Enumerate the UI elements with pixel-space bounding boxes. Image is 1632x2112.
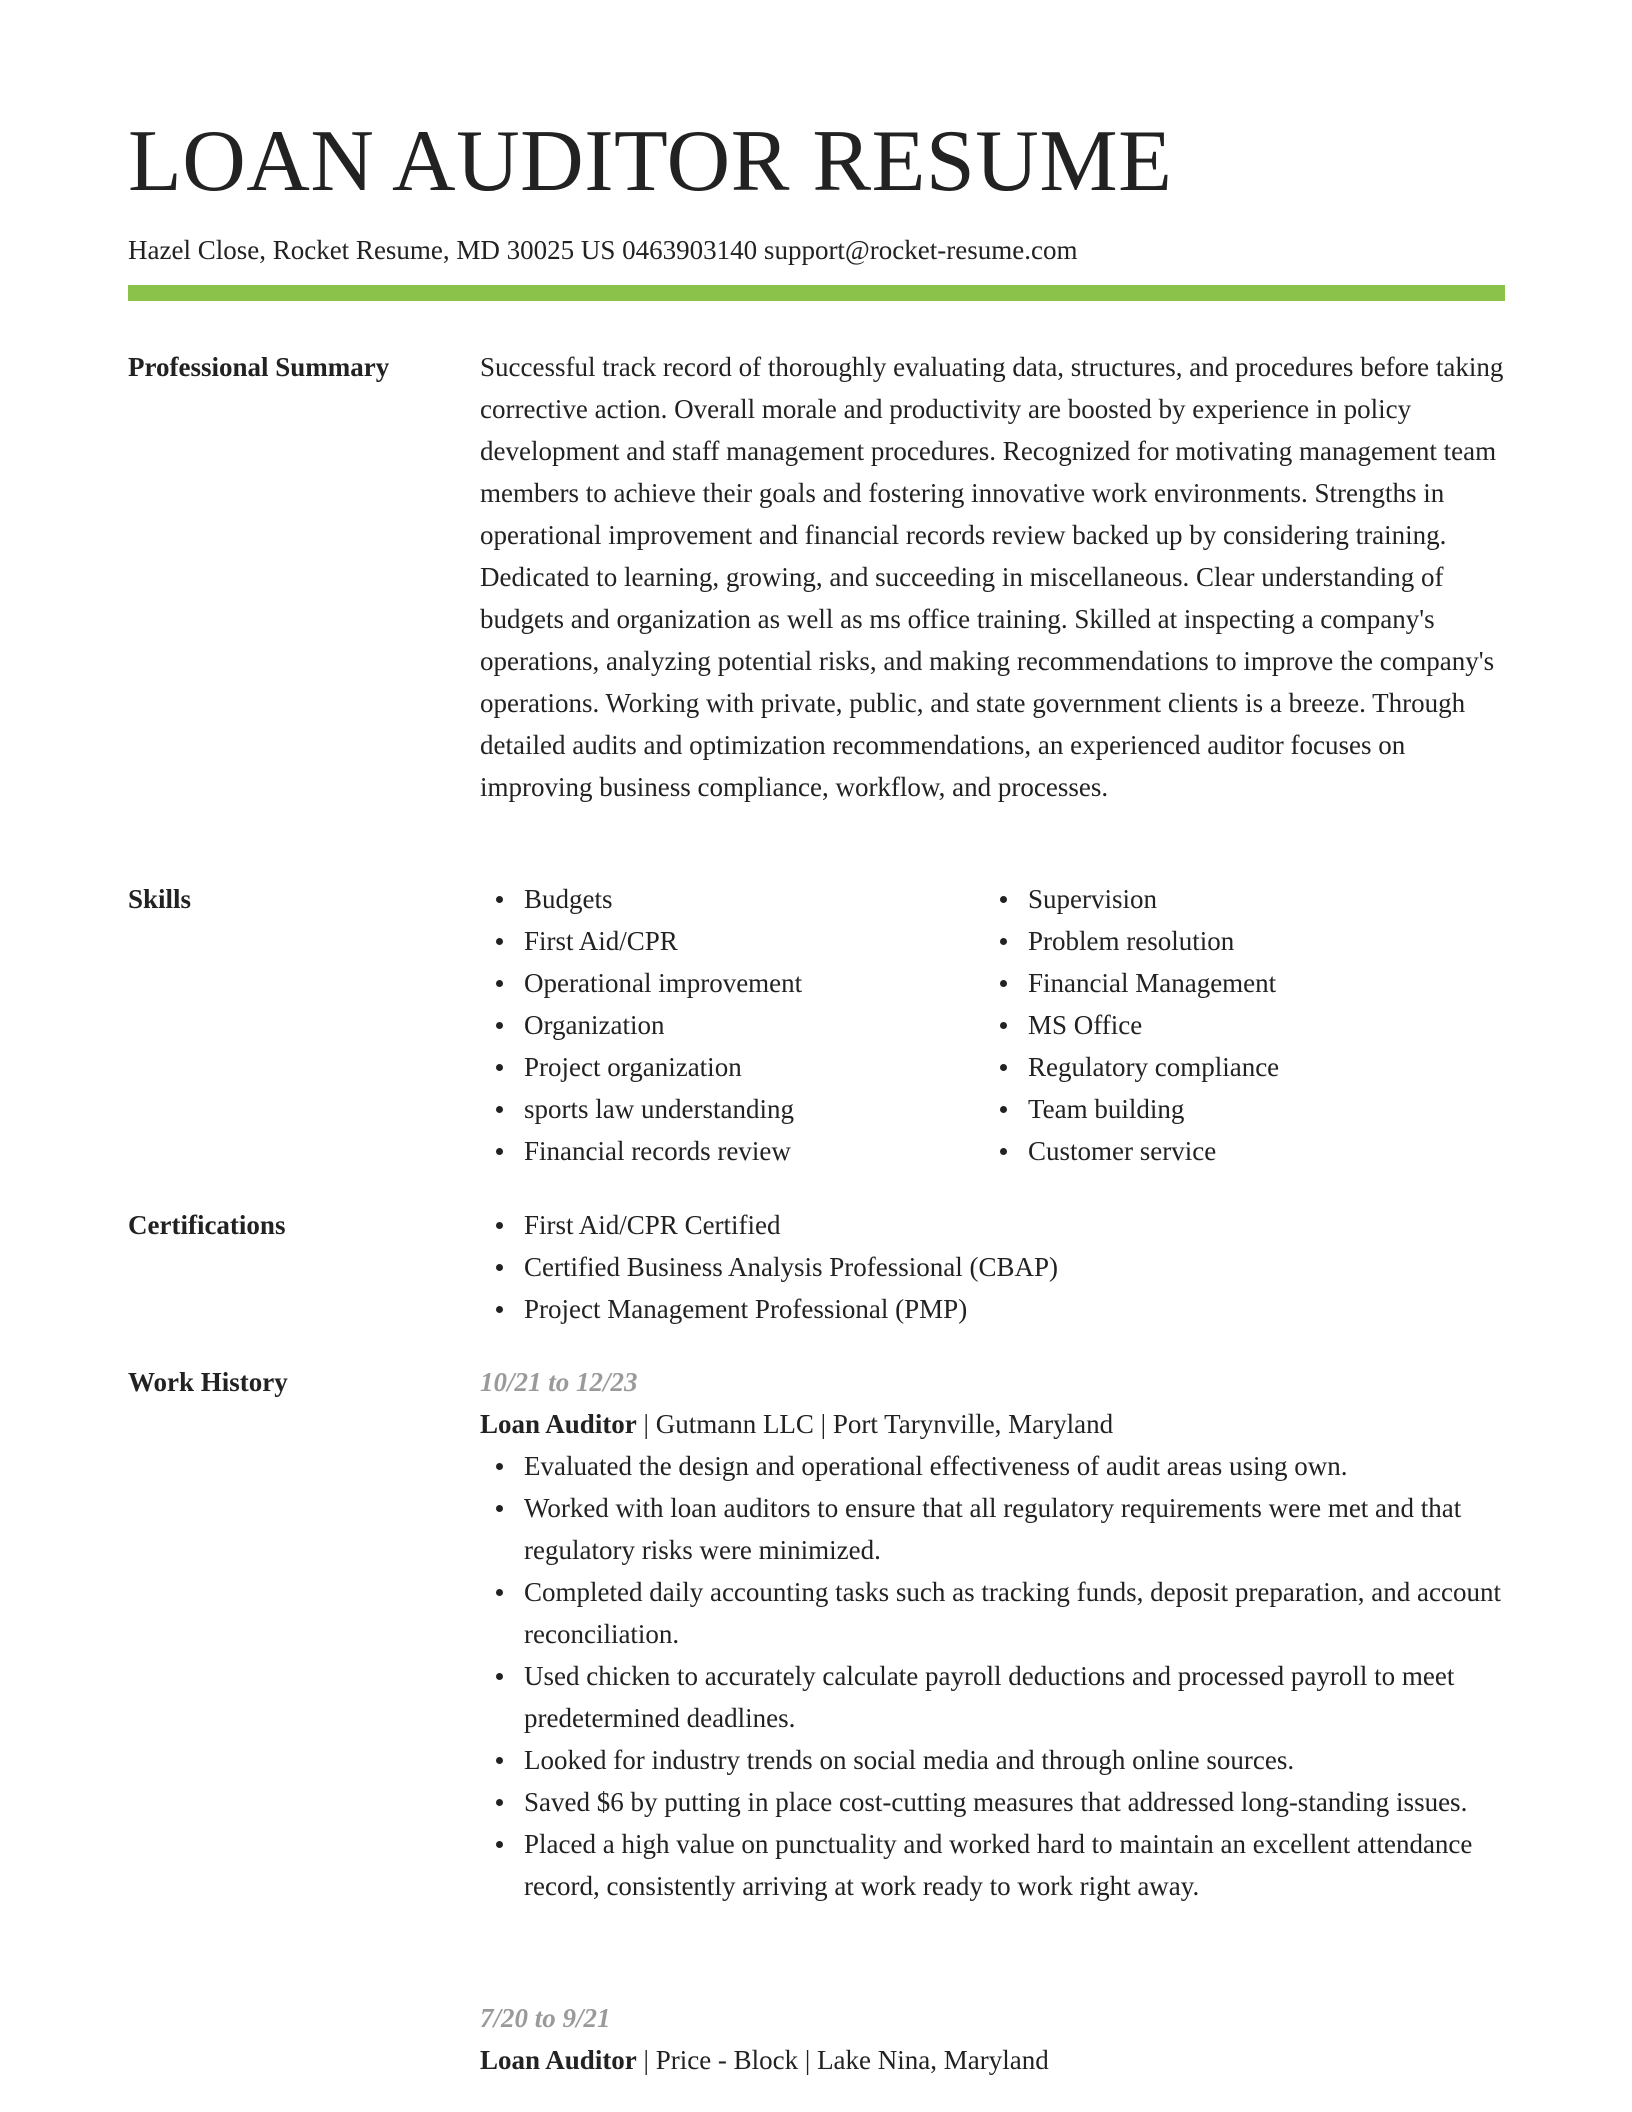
job-bullet: Used chicken to accurately calculate payroll deductions and processed payroll to meet predetermined deadlines. — [480, 1655, 1505, 1739]
certification-item: Project Management Professional (PMP) — [480, 1288, 1505, 1330]
work-history-body — [480, 1361, 1505, 2075]
skill-item: Problem resolution — [984, 920, 1505, 962]
skill-item: Customer service — [984, 1130, 1505, 1172]
job-heading — [480, 1403, 1505, 1445]
skills-list-left — [480, 878, 980, 1172]
skill-item: MS Office — [984, 1004, 1505, 1046]
contact-info: Hazel Close, Rocket Resume, MD 30025 US 0463903140 support@rocket-resume.com — [128, 235, 1078, 265]
job-bullet: Saved $6 by putting in place cost-cutting measures that addressed long-standing issues. — [480, 1781, 1505, 1823]
job-bullet: Placed a high value on punctuality and worked hard to maintain an excellent attendance record, consistently arriving at work ready to work right away. — [480, 1823, 1505, 1907]
job-bullet: Worked with loan auditors to ensure that all regulatory requirements were met and that regulatory risks were minimized. — [480, 1487, 1505, 1571]
resume-title: LOAN AUDITOR RESUME — [128, 113, 1173, 210]
job-entry — [480, 1361, 1505, 1907]
job-title: Loan Auditor — [480, 1409, 637, 1439]
certifications-body — [480, 1204, 1505, 1330]
job-entry — [480, 1997, 1505, 2081]
accent-divider — [128, 285, 1505, 301]
skills-heading: Skills — [128, 884, 192, 914]
skill-item: Financial records review — [480, 1130, 980, 1172]
job-title: Loan Auditor — [480, 2045, 637, 2075]
summary-text: Successful track record of thoroughly evaluating data, structures, and procedures before taking corrective action. Overall morale and productivity are boosted by experience in policy development and staff management procedures. Recognized for motivating management team members to achieve their goals and fostering innovative work environments. Strengths in operational improvement and financial records review backed up by considering training. Dedicated to learning, growing, and succeeding in miscellaneous. Clear understanding of budgets and organization as well as ms office training. Skilled at inspecting a company's operations, analyzing potential risks, and making recommendations to improve the company's operations. Working with private, public, and state government clients is a breeze. Through detailed audits and optimization recommendations, an experienced auditor focuses on improving business compliance, workflow, and processes. — [480, 352, 1504, 802]
summary-body — [480, 346, 1505, 808]
skill-item: Financial Management — [984, 962, 1505, 1004]
skills-list-right — [984, 878, 1505, 1172]
skill-item: Project organization — [480, 1046, 980, 1088]
certifications-heading: Certifications — [128, 1210, 286, 1240]
skills-body — [480, 878, 1505, 1172]
skill-item: sports law understanding — [480, 1088, 980, 1130]
skill-item: Budgets — [480, 878, 980, 920]
certifications-list — [480, 1204, 1505, 1330]
job-dates: 7/20 to 9/21 — [480, 2003, 611, 2033]
skill-item: Supervision — [984, 878, 1505, 920]
summary-heading: Professional Summary — [128, 352, 390, 382]
skills-columns — [480, 878, 1505, 1172]
job-bullet: Completed daily accounting tasks such as tracking funds, deposit preparation, and account reconciliation. — [480, 1571, 1505, 1655]
skill-item: Regulatory compliance — [984, 1046, 1505, 1088]
work-history-heading: Work History — [128, 1367, 288, 1397]
skill-item: First Aid/CPR — [480, 920, 980, 962]
skill-item: Operational improvement — [480, 962, 980, 1004]
certification-item: First Aid/CPR Certified — [480, 1204, 1505, 1246]
certification-item: Certified Business Analysis Professional (CBAP) — [480, 1246, 1505, 1288]
job-details: | Gutmann LLC | Port Tarynville, Maryland — [636, 1409, 1114, 1439]
skill-item: Team building — [984, 1088, 1505, 1130]
job-details: | Price - Block | Lake Nina, Maryland — [636, 2045, 1049, 2075]
job-dates: 10/21 to 12/23 — [480, 1367, 638, 1397]
job-bullet: Evaluated the design and operational effectiveness of audit areas using own. — [480, 1445, 1505, 1487]
job-heading — [480, 2039, 1505, 2081]
skill-item: Organization — [480, 1004, 980, 1046]
job-responsibilities — [480, 1445, 1505, 1907]
job-bullet: Looked for industry trends on social media and through online sources. — [480, 1739, 1505, 1781]
